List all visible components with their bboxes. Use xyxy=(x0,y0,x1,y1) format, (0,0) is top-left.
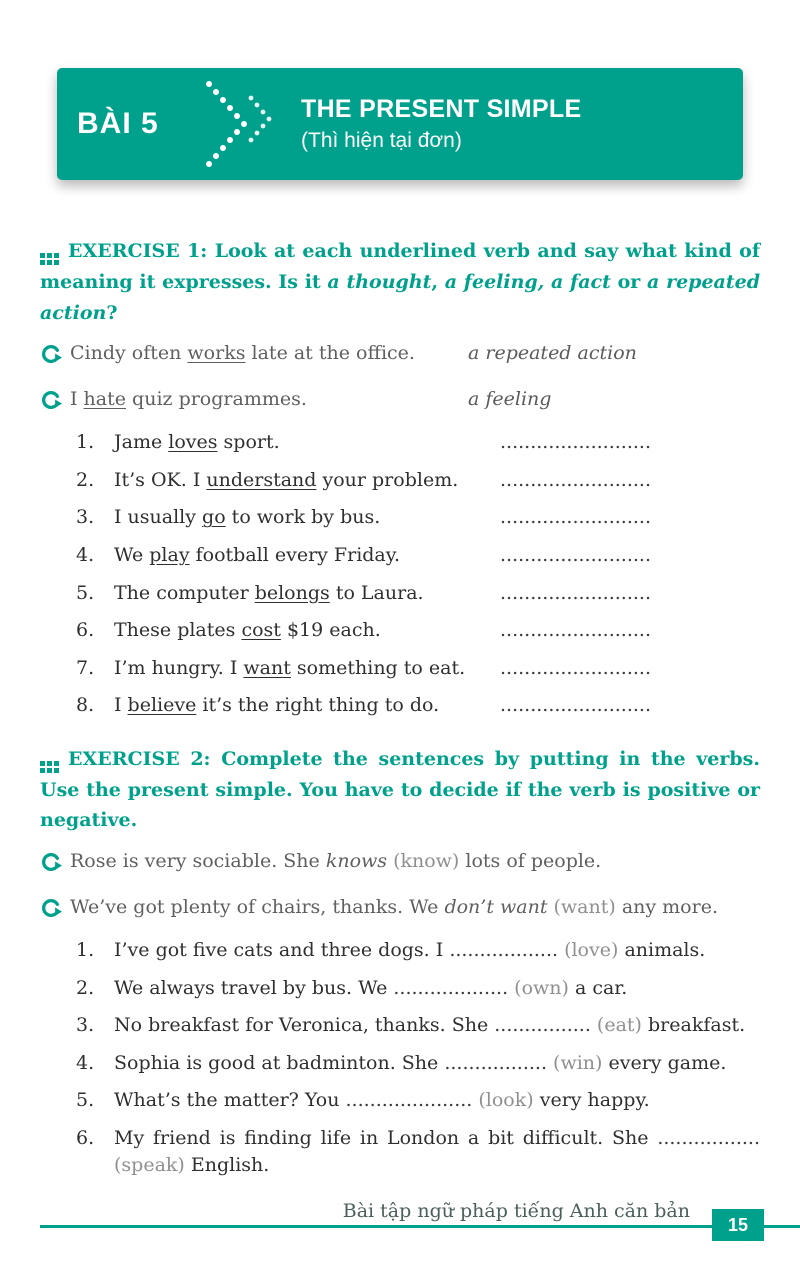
sentence-text: very happy. xyxy=(539,1089,650,1112)
sentence-text: I’m hungry. I xyxy=(114,656,244,679)
sentence-text: My friend is finding life in London a bit difficult. She xyxy=(114,1126,658,1149)
sentence-text: breakfast. xyxy=(648,1014,746,1037)
exercise2-label: EXERCISE 2: xyxy=(68,747,211,770)
answer-blank: ......................... xyxy=(500,506,651,529)
item-number: 8. xyxy=(76,694,95,717)
lesson-subtitle: (Thì hiện tại đơn) xyxy=(301,129,462,152)
sentence-text: animals. xyxy=(624,939,706,962)
arrow-bullet-icon xyxy=(40,894,70,928)
item-number: 7. xyxy=(76,656,95,679)
item-number: 2. xyxy=(76,976,95,999)
sentence-text: $19 each. xyxy=(280,619,381,642)
example-sentence xyxy=(70,340,468,368)
sentence-text: a car. xyxy=(574,976,628,999)
sentence-text: I’ve got five cats and three dogs. I xyxy=(114,939,450,962)
sentence-text: football every Friday. xyxy=(189,544,401,567)
sentence-text: Rose is very sociable. She xyxy=(70,850,326,873)
sentence-text: Cindy often xyxy=(70,342,188,365)
sentence-text: English. xyxy=(190,1154,270,1177)
item-number: 1. xyxy=(76,431,95,454)
item-sentence xyxy=(114,467,500,495)
exercise1-item xyxy=(40,617,760,645)
answer-blank: ......................... xyxy=(500,694,651,717)
answer-blank: ......................... xyxy=(500,619,651,642)
underlined-verb: play xyxy=(149,544,190,567)
lesson-title: THE PRESENT SIMPLE xyxy=(301,95,582,123)
instruction-italic-2: a feeling, a fact xyxy=(444,270,611,293)
arrow-bullet-icon xyxy=(40,340,70,374)
underlined-verb: works xyxy=(187,342,246,365)
sentence-text: Jame xyxy=(114,431,169,454)
answer-blank: ................. xyxy=(444,1051,548,1074)
exercise1-item xyxy=(40,542,760,570)
sentence-text: Sophia is good at badminton. She xyxy=(114,1051,445,1074)
item-number: 2. xyxy=(76,468,95,491)
sentence-text: These plates xyxy=(114,619,242,642)
lesson-banner xyxy=(57,68,743,180)
item-sentence xyxy=(114,580,500,608)
exercise1-label: EXERCISE 1: xyxy=(68,240,208,262)
verb-hint: (love) xyxy=(558,939,625,962)
instruction-text-2: , xyxy=(431,270,445,293)
underlined-verb: believe xyxy=(127,694,197,717)
underlined-verb: loves xyxy=(168,431,218,454)
sentence-text: No breakfast for Veronica, thanks. She xyxy=(114,1014,495,1037)
underlined-verb: go xyxy=(202,506,226,529)
sentence-text: something to eat. xyxy=(290,656,466,679)
item-sentence xyxy=(114,504,500,532)
answer-blank: ..................... xyxy=(345,1089,473,1112)
sentence-text: It’s OK. I xyxy=(114,468,207,491)
answer-blank: ......................... xyxy=(500,544,651,567)
exercise2-item xyxy=(40,975,760,1003)
sentence-text: What’s the matter? You xyxy=(114,1089,346,1112)
page-number-badge: 15 xyxy=(712,1209,764,1241)
underlined-verb: understand xyxy=(206,468,317,491)
sentence-text: I usually xyxy=(114,506,203,529)
exercise2-item xyxy=(40,1050,760,1078)
item-sentence xyxy=(114,1050,760,1078)
sentence-text: The computer xyxy=(114,581,255,604)
exercise-squares-icon xyxy=(40,761,59,773)
verb-hint: (look) xyxy=(472,1089,540,1112)
exercise2-item xyxy=(40,1087,760,1115)
instruction-text-3: or xyxy=(610,270,648,293)
verb-hint: (own) xyxy=(508,976,575,999)
item-sentence xyxy=(114,542,500,570)
item-sentence xyxy=(114,429,500,457)
footer-book-title: Bài tập ngữ pháp tiếng Anh căn bản xyxy=(342,1200,690,1222)
banner-text-block xyxy=(301,95,581,153)
sentence-text: We’ve got plenty of chairs, thanks. We xyxy=(70,895,445,918)
exercise2-instructions xyxy=(40,744,760,836)
instruction-text-1: Look at each underlined verb and say what kind of meaning it expresses. Is it xyxy=(40,240,760,293)
answer-blank: ................. xyxy=(657,1126,760,1149)
sentence-text: to Laura. xyxy=(329,581,424,604)
exercise1-item-list xyxy=(40,429,760,719)
exercise1-item xyxy=(40,504,760,532)
chevron-dots-icon xyxy=(199,78,283,170)
item-number: 3. xyxy=(76,506,95,529)
example-row xyxy=(40,848,760,882)
underlined-verb: belongs xyxy=(254,581,330,604)
exercise2-item xyxy=(40,1012,760,1040)
underlined-verb: cost xyxy=(241,619,281,642)
item-sentence xyxy=(114,1087,760,1115)
sentence-text: sport. xyxy=(217,431,280,454)
item-number: 4. xyxy=(76,544,95,567)
example-answer: a feeling xyxy=(468,387,552,410)
example-row xyxy=(40,894,760,928)
verb-hint: (know) xyxy=(387,850,466,873)
item-number: 5. xyxy=(76,1089,95,1112)
verb-hint: (eat) xyxy=(590,1014,648,1037)
sentence-text: quiz programmes. xyxy=(126,387,307,410)
sentence-text: any more. xyxy=(621,895,718,918)
item-sentence xyxy=(114,617,500,645)
sentence-text: We xyxy=(114,544,150,567)
answer-blank: ......................... xyxy=(500,581,651,604)
answer-word: don’t want xyxy=(444,895,548,918)
verb-hint: (speak) xyxy=(114,1154,191,1177)
answer-blank: ......................... xyxy=(500,468,651,491)
footer-divider xyxy=(40,1225,800,1228)
item-sentence xyxy=(114,1125,760,1180)
sentence-text: your problem. xyxy=(316,468,459,491)
sentence-text: to work by bus. xyxy=(225,506,381,529)
instruction-text-4: ? xyxy=(106,301,118,324)
item-sentence xyxy=(114,975,760,1003)
arrow-bullet-icon xyxy=(40,848,70,882)
exercise2-item-list xyxy=(40,937,760,1180)
item-sentence xyxy=(114,937,760,965)
example-row xyxy=(40,386,760,420)
exercise1-item xyxy=(40,429,760,457)
answer-blank: ................ xyxy=(494,1014,591,1037)
example-sentence xyxy=(70,848,760,876)
instruction-italic-1: a thought xyxy=(327,270,432,293)
example-sentence xyxy=(70,894,760,922)
sentence-text: I xyxy=(114,694,128,717)
exercise1-item xyxy=(40,467,760,495)
exercise-squares-icon xyxy=(40,253,59,265)
example-row xyxy=(40,340,760,374)
exercise2-item xyxy=(40,1125,760,1180)
instruction-italic-3: a repeated action xyxy=(40,270,760,324)
sentence-text: it’s the right thing to do. xyxy=(196,694,440,717)
sentence-text: every game. xyxy=(608,1051,727,1074)
exercise2-item xyxy=(40,937,760,965)
item-sentence xyxy=(114,692,500,720)
exercise1-item xyxy=(40,655,760,683)
answer-blank: ......................... xyxy=(500,656,651,679)
workbook-page xyxy=(0,68,800,1268)
item-number: 1. xyxy=(76,939,95,962)
sentence-text: late at the office. xyxy=(245,342,415,365)
underlined-verb: hate xyxy=(83,387,126,410)
verb-hint: (win) xyxy=(547,1051,609,1074)
item-sentence xyxy=(114,1012,760,1040)
answer-word: knows xyxy=(325,850,388,873)
example-answer: a repeated action xyxy=(468,342,637,365)
exercise1-instructions xyxy=(40,236,760,328)
item-number: 3. xyxy=(76,1014,95,1037)
answer-blank: ......................... xyxy=(500,431,651,454)
lesson-number: BÀI 5 xyxy=(77,107,159,140)
answer-blank: ................... xyxy=(393,976,509,999)
sentence-text: lots of people. xyxy=(465,850,602,873)
item-number: 6. xyxy=(76,1126,95,1149)
arrow-bullet-icon xyxy=(40,386,70,420)
item-number: 5. xyxy=(76,581,95,604)
sentence-text: We always travel by bus. We xyxy=(114,976,394,999)
exercise1-item xyxy=(40,580,760,608)
answer-blank: .................. xyxy=(449,939,559,962)
underlined-verb: want xyxy=(243,656,291,679)
page-content xyxy=(0,236,800,1180)
item-sentence xyxy=(114,655,500,683)
instruction-text: Complete the sentences by putting in the verbs. Use the present simple. You have to decide if the verb is positive or negative. xyxy=(40,747,760,832)
item-number: 4. xyxy=(76,1051,95,1074)
sentence-text: I xyxy=(70,387,84,410)
example-sentence xyxy=(70,386,468,414)
verb-hint: (want) xyxy=(547,895,622,918)
item-number: 6. xyxy=(76,619,95,642)
exercise1-item xyxy=(40,692,760,720)
